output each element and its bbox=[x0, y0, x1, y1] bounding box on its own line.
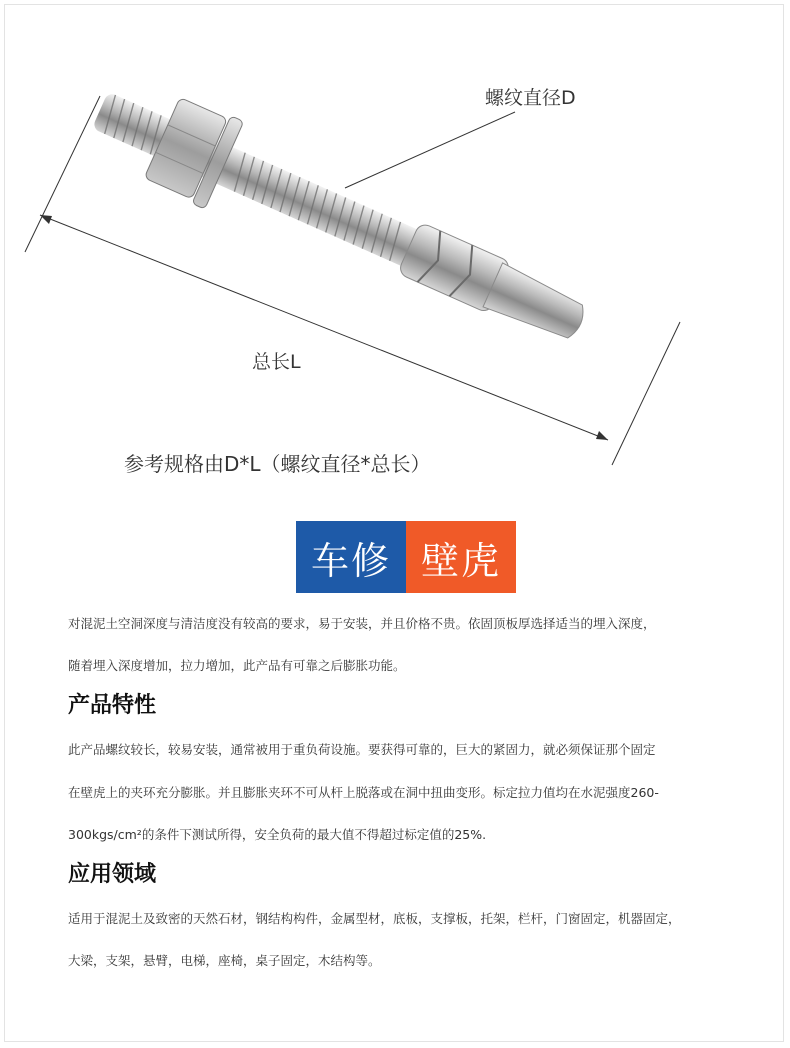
diameter-label: 螺纹直径D bbox=[485, 87, 576, 109]
length-dimension-line bbox=[40, 215, 608, 440]
features-heading: 产品特性 bbox=[68, 693, 157, 718]
features-line-1: 此产品螺纹较长，较易安装，通常被用于重负荷设施。要获得可靠的，巨大的紧固力，就必须保证那个固定 bbox=[68, 742, 656, 757]
applications-heading: 应用领域 bbox=[68, 862, 157, 887]
applications-line-2: 大梁，支架，悬臂，电梯，座椅，桌子固定，木结构等。 bbox=[68, 953, 381, 968]
length-label: 总长L bbox=[252, 351, 301, 373]
anchor-bolt-image bbox=[0, 0, 790, 510]
features-line-2: 在壁虎上的夹环充分膨胀。并且膨胀夹环不可从杆上脱落或在洞中扭曲变形。标定拉力值均在水泥强度260- bbox=[68, 785, 659, 800]
features-line-3: 300kgs/cm²的条件下测试所得，安全负荷的最大值不得超过标定值的25%. bbox=[68, 827, 487, 842]
cone-end bbox=[483, 263, 590, 346]
brand-left: 车修 bbox=[296, 521, 406, 593]
intro-line-1: 对混泥土空洞深度与清洁度没有较高的要求，易于安装，并且价格不贵。依固顶板厚选择适当的埋入深度， bbox=[68, 616, 656, 631]
brand-banner bbox=[296, 521, 516, 593]
applications-line-1: 适用于混泥土及致密的天然石材，钢结构构件，金属型材，底板，支撑板，托架，栏杆，门窗固定，机器固定， bbox=[68, 911, 681, 926]
brand-right: 壁虎 bbox=[406, 521, 516, 593]
intro-line-2: 随着埋入深度增加，拉力增加，此产品有可靠之后膨胀功能。 bbox=[68, 658, 406, 673]
spec-note: 参考规格由D*L（螺纹直径*总长） bbox=[124, 452, 431, 476]
diameter-leader bbox=[345, 112, 515, 188]
